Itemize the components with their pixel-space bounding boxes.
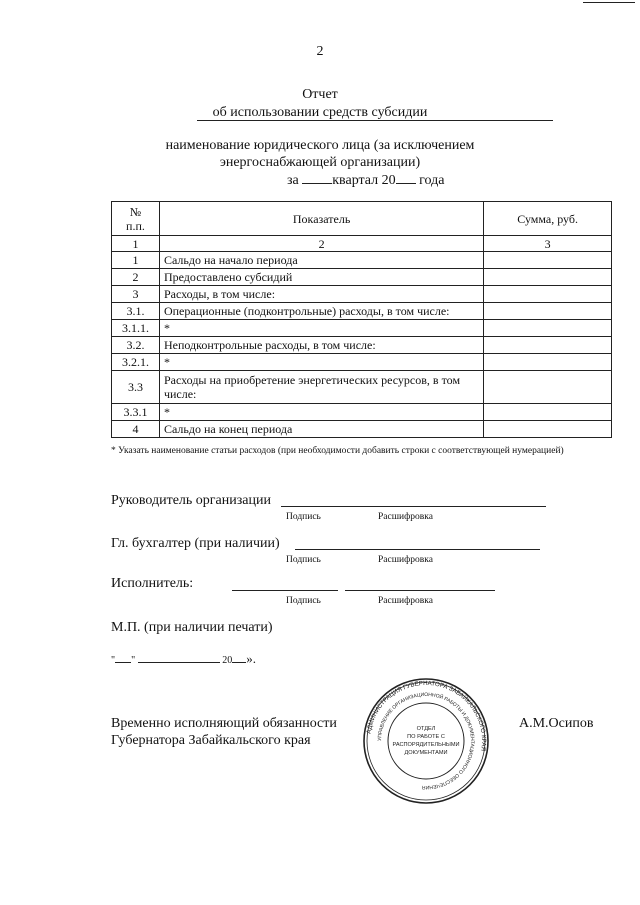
table-row <box>112 404 612 421</box>
executor-signature-label: Исполнитель: <box>111 576 194 591</box>
row-num: 3.3.1 <box>112 404 160 421</box>
row-num: 3.1.1. <box>112 320 160 337</box>
table-row <box>112 269 612 286</box>
stamp-center-line: ОТДЕЛ <box>416 726 436 732</box>
row-num: 1 <box>112 252 160 269</box>
table-row <box>112 371 612 404</box>
stamp-inner-ring <box>388 703 464 779</box>
row-label: Предоставлено субсидий <box>159 269 483 286</box>
header-sum: Сумма, руб. <box>484 202 612 236</box>
date-quote-close: " <box>131 655 136 666</box>
row-num: 4 <box>112 421 160 438</box>
accountant-decode-caption: Расшифровка <box>378 555 433 565</box>
col-number: 3 <box>484 236 612 252</box>
day-blank <box>115 662 131 663</box>
period-suffix: года <box>419 173 445 188</box>
row-sum-cell <box>484 371 612 404</box>
stamp-center-line: ДОКУМЕНТАМИ <box>404 750 448 756</box>
row-label: Сальдо на начало периода <box>159 252 483 269</box>
table-row <box>112 354 612 371</box>
table-footnote: * Указать наименование статьи расходов (при необходимости добавить строки с соответствующей нумерацией) <box>111 446 564 456</box>
row-sum-cell <box>484 320 612 337</box>
header-indicator: Показатель <box>159 202 483 236</box>
row-num: 3 <box>112 286 160 303</box>
row-sum-cell <box>484 269 612 286</box>
month-blank <box>138 662 220 663</box>
row-num: 3.3 <box>112 371 160 404</box>
closing-title-1: Временно исполняющий обязанности <box>111 716 337 731</box>
head-signature-label: Руководитель организации <box>111 493 271 508</box>
row-label: Сальдо на конец периода <box>159 421 483 438</box>
executor-sign-caption: Подпись <box>286 596 321 606</box>
row-label: * <box>159 404 483 421</box>
entity-caption-2: энергоснабжающей организации) <box>219 155 421 170</box>
top-rule <box>583 2 635 3</box>
period-prefix: за <box>287 173 299 188</box>
table-row <box>112 320 612 337</box>
executor-decode-caption: Расшифровка <box>378 596 433 606</box>
row-sum-cell <box>484 421 612 438</box>
stamp-ring-outer-text: АДМИНИСТРАЦИЯ ГУБЕРНАТОРА ЗАБАЙКАЛЬСКОГО КРАЯ <box>365 679 488 752</box>
date-quote-open: " <box>111 655 116 666</box>
col-number: 2 <box>159 236 483 252</box>
table-row <box>112 421 612 438</box>
date-end: ». <box>246 651 256 666</box>
quarter-blank <box>302 183 332 184</box>
row-label: Неподконтрольные расходы, в том числе: <box>159 337 483 354</box>
column-number-row <box>112 236 612 252</box>
official-stamp <box>362 677 490 805</box>
closing-title-2: Губернатора Забайкальского края <box>111 733 311 748</box>
accountant-signature-label: Гл. бухгалтер (при наличии) <box>111 536 280 551</box>
report-subtitle: об использовании средств субсидии <box>212 105 428 120</box>
date-year: 20 <box>222 655 233 666</box>
header-num: № п.п. <box>112 202 160 236</box>
executor-sign-line <box>232 590 338 591</box>
stamp-center-line: ПО РАБОТЕ С <box>407 734 445 740</box>
accountant-signature-line <box>295 549 540 550</box>
table-row <box>112 337 612 354</box>
period-quarter: квартал 20 <box>332 173 396 188</box>
head-signature-line <box>281 506 546 507</box>
table-row <box>112 303 612 320</box>
row-label: Расходы, в том числе: <box>159 286 483 303</box>
year-suffix-blank <box>232 662 246 663</box>
row-num: 2 <box>112 269 160 286</box>
executor-decode-line <box>345 590 495 591</box>
row-label: Расходы на приобретение энергетических ресурсов, в том числе: <box>159 371 483 404</box>
seal-label: М.П. (при наличии печати) <box>111 620 273 635</box>
head-decode-caption: Расшифровка <box>378 512 433 522</box>
table-row <box>112 286 612 303</box>
stamp-center-line: РАСПОРЯДИТЕЛЬНЫМИ <box>392 742 460 748</box>
report-table <box>111 201 612 438</box>
table-header-row <box>112 202 612 236</box>
row-sum-cell <box>484 286 612 303</box>
row-sum-cell <box>484 354 612 371</box>
page-number: 2 <box>316 44 324 59</box>
entity-name-line <box>197 120 553 121</box>
year-blank <box>396 183 416 184</box>
stamp-center-text <box>393 726 460 756</box>
report-title: Отчет <box>302 87 338 102</box>
col-number: 1 <box>112 236 160 252</box>
row-num: 3.2. <box>112 337 160 354</box>
head-sign-caption: Подпись <box>286 512 321 522</box>
row-label: Операционные (подконтрольные) расходы, в том числе: <box>159 303 483 320</box>
row-label: * <box>159 320 483 337</box>
period-line <box>287 173 444 189</box>
row-sum-cell <box>484 252 612 269</box>
row-label: * <box>159 354 483 371</box>
stamp-ring-inner-text: УПРАВЛЕНИЕ ОРГАНИЗАЦИОННОЙ РАБОТЫ И ДОКУМЕНТАЦИОННОГО ОБЕСПЕЧЕНИЯ <box>376 691 476 791</box>
entity-caption-1: наименование юридического лица (за исключением <box>165 138 475 153</box>
row-sum-cell <box>484 337 612 354</box>
accountant-sign-caption: Подпись <box>286 555 321 565</box>
row-sum-cell <box>484 303 612 320</box>
date-line <box>111 651 256 667</box>
row-num: 3.1. <box>112 303 160 320</box>
row-sum-cell <box>484 404 612 421</box>
closing-name: А.М.Осипов <box>519 716 594 731</box>
table-row <box>112 252 612 269</box>
row-num: 3.2.1. <box>112 354 160 371</box>
